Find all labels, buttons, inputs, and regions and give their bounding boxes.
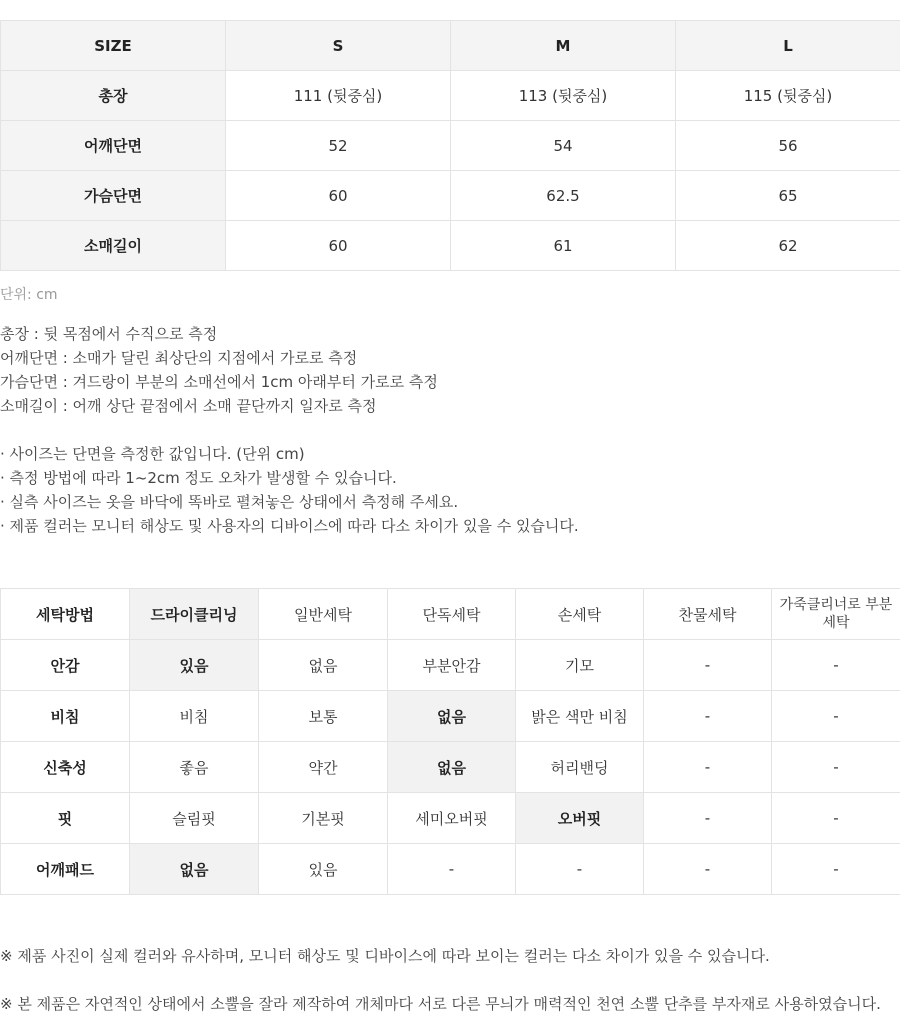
fabric-row-label: 세탁방법 [1, 589, 130, 640]
fabric-row [1, 793, 900, 844]
size-value: 60 [226, 221, 451, 271]
fabric-option: 기본핏 [259, 793, 388, 844]
measurement-note: 총장 : 뒷 목점에서 수직으로 측정 [0, 325, 218, 343]
size-value: 62 [676, 221, 900, 271]
fabric-option: 밝은 색만 비침 [516, 691, 644, 742]
fabric-option: 드라이클리닝 [130, 589, 259, 640]
fabric-row-label: 비침 [1, 691, 130, 742]
fabric-option: 좋음 [130, 742, 259, 793]
info-note: · 제품 컬러는 모니터 해상도 및 사용자의 디바이스에 따라 다소 차이가 있을 수 있습니다. [0, 517, 579, 535]
fabric-row-label: 어깨패드 [1, 844, 130, 895]
size-value: 61 [451, 221, 676, 271]
size-header-cell: M [451, 21, 676, 71]
measurement-notes [0, 322, 438, 418]
size-row-label: 어깨단면 [1, 121, 226, 171]
size-value: 56 [676, 121, 900, 171]
fabric-option: 오버핏 [516, 793, 644, 844]
measurement-note: 소매길이 : 어깨 상단 끝점에서 소매 끝단까지 일자로 측정 [0, 397, 377, 415]
size-value: 60 [226, 171, 451, 221]
fabric-option: 없음 [388, 691, 516, 742]
fabric-option: 부분안감 [388, 640, 516, 691]
size-value: 113 (뒷중심) [451, 71, 676, 121]
fabric-option: 손세탁 [516, 589, 644, 640]
footer-note-color: ※ 제품 사진이 실제 컬러와 유사하며, 모니터 해상도 및 디바이스에 따라 보이는 컬러는 다소 차이가 있을 수 있습니다. [0, 947, 770, 965]
fabric-row [1, 742, 900, 793]
fabric-option: 없음 [130, 844, 259, 895]
fabric-row-label: 핏 [1, 793, 130, 844]
measurement-note: 가슴단면 : 겨드랑이 부분의 소매선에서 1cm 아래부터 가로로 측정 [0, 373, 438, 391]
unit-line: 단위: cm [0, 287, 58, 303]
fabric-row [1, 691, 900, 742]
size-header-cell: S [226, 21, 451, 71]
size-header-cell: SIZE [1, 21, 226, 71]
info-notes [0, 442, 579, 538]
size-header-row [1, 21, 900, 71]
fabric-option: 비침 [130, 691, 259, 742]
size-value: 111 (뒷중심) [226, 71, 451, 121]
fabric-option: 일반세탁 [259, 589, 388, 640]
fabric-option: - [388, 844, 516, 895]
size-value: 115 (뒷중심) [676, 71, 900, 121]
fabric-option: 세미오버핏 [388, 793, 516, 844]
fabric-option: 찬물세탁 [644, 589, 772, 640]
fabric-row [1, 844, 900, 895]
size-value: 54 [451, 121, 676, 171]
fabric-option: - [644, 844, 772, 895]
fabric-option: 약간 [259, 742, 388, 793]
fabric-option: - [772, 691, 900, 742]
size-value: 52 [226, 121, 451, 171]
fabric-option: 있음 [130, 640, 259, 691]
fabric-row [1, 640, 900, 691]
fabric-option: - [772, 793, 900, 844]
size-table [0, 20, 900, 271]
fabric-option: - [772, 640, 900, 691]
fabric-header-row [1, 589, 900, 640]
fabric-option: - [644, 640, 772, 691]
size-row [1, 171, 900, 221]
fabric-row-label: 신축성 [1, 742, 130, 793]
fabric-option: 슬림핏 [130, 793, 259, 844]
fabric-option: 가죽클리너로 부분세탁 [772, 589, 900, 640]
size-row [1, 121, 900, 171]
size-row-label: 소매길이 [1, 221, 226, 271]
fabric-option: 보통 [259, 691, 388, 742]
fabric-option: - [644, 691, 772, 742]
size-row [1, 221, 900, 271]
measurement-note: 어깨단면 : 소매가 달린 최상단의 지점에서 가로로 측정 [0, 349, 358, 367]
info-note: · 사이즈는 단면을 측정한 값입니다. (단위 cm) [0, 445, 305, 463]
info-note: · 측정 방법에 따라 1~2cm 정도 오차가 발생할 수 있습니다. [0, 469, 397, 487]
fabric-option: - [644, 742, 772, 793]
fabric-option: - [644, 793, 772, 844]
size-row-label: 가슴단면 [1, 171, 226, 221]
fabric-option: 없음 [388, 742, 516, 793]
fabric-info-table [0, 588, 900, 895]
fabric-option: 없음 [259, 640, 388, 691]
fabric-option: - [516, 844, 644, 895]
fabric-option: 단독세탁 [388, 589, 516, 640]
size-row [1, 71, 900, 121]
fabric-option: 있음 [259, 844, 388, 895]
fabric-option: 허리밴딩 [516, 742, 644, 793]
size-row-label: 총장 [1, 71, 226, 121]
fabric-option: - [772, 844, 900, 895]
footer-note-button: ※ 본 제품은 자연적인 상태에서 소뿔을 잘라 제작하여 개체마다 서로 다른 무늬가 매력적인 천연 소뿔 단추를 부자재로 사용하였습니다. [0, 995, 881, 1013]
fabric-option: 기모 [516, 640, 644, 691]
info-note: · 실측 사이즈는 옷을 바닥에 똑바로 펼쳐놓은 상태에서 측정해 주세요. [0, 493, 459, 511]
size-value: 62.5 [451, 171, 676, 221]
size-value: 65 [676, 171, 900, 221]
size-header-cell: L [676, 21, 900, 71]
fabric-option: - [772, 742, 900, 793]
fabric-row-label: 안감 [1, 640, 130, 691]
